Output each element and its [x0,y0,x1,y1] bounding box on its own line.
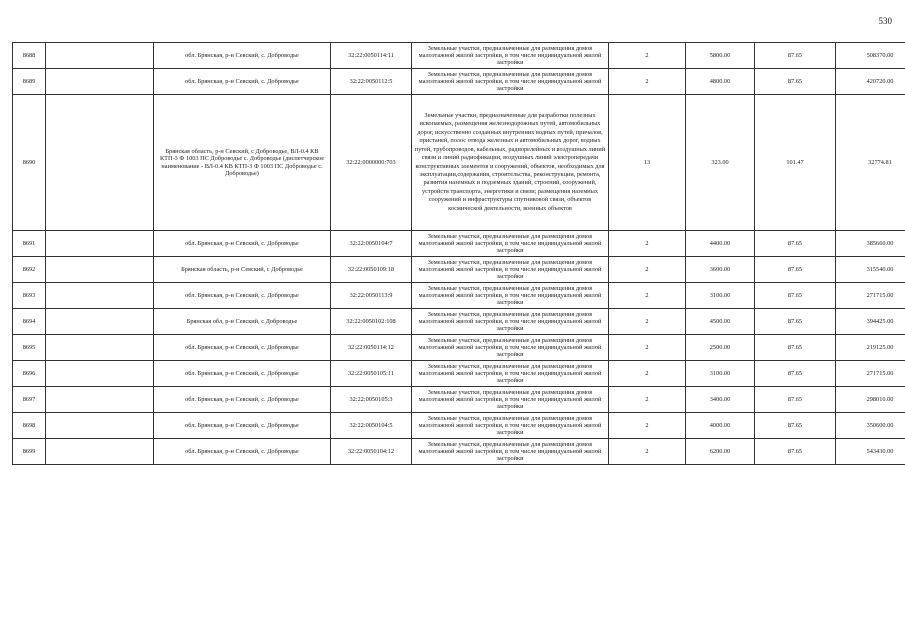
row-number: 8694 [13,309,46,335]
area-cell: 4000.00 [686,413,755,439]
specific-value-cell: 87.65 [755,335,836,361]
land-use-cell: Земельные участки, предназначенные для разработки полезных ископаемых, размещения железнодорожных путей, автомобильных дорог, искусственно созданных внутренних водных путей, причалов, пристаней, полос отвода железных и автомобильных дорог, водных путей, трубопроводов, кабельных, радиорелейных и воздушных линий связи и линий радиофикации, воздушных линий электропередачи конструктивных элементов и сооружений, объектов, необходимых для эксплуатации,содержания, строительства, реконструкции, ремонта, развития наземных и подземных зданий, строений, сооружений, устройств транспорта, энергетики и связи; размещения наземных сооружений и инфраструктуры спутниковой связи, объектов космической деятельности, военных объектов [412,95,609,231]
cadastral-number-cell: 32:22:0050112:5 [331,69,412,95]
cadastral-number-cell: 32:22:0000000:703 [331,95,412,231]
row-number: 8690 [13,95,46,231]
group-code-cell: 2 [609,283,686,309]
table-row [13,387,905,413]
row-number: 8698 [13,413,46,439]
address-cell: Брянская обл, р-н Севский, с Доброводье [154,309,331,335]
table-row [13,335,905,361]
land-use-cell: Земельные участки, предназначенные для размещения домов малоэтажной жилой застройки, в том числе индивидуальной жилой застройки [412,69,609,95]
group-code-cell: 2 [609,257,686,283]
row-number: 8688 [13,43,46,69]
specific-value-cell: 87.65 [755,413,836,439]
row-number: 8697 [13,387,46,413]
cadastral-value-cell: 394425.00 [836,309,905,335]
area-cell: 3600.00 [686,257,755,283]
cadastral-number-cell: 32:22:0050114:12 [331,335,412,361]
area-cell: 6200.00 [686,439,755,465]
group-code-cell: 2 [609,231,686,257]
empty-cell [46,231,154,257]
cadastral-number-cell: 32:22:0050102:108 [331,309,412,335]
group-code-cell: 13 [609,95,686,231]
cadastral-value-cell: 315540.00 [836,257,905,283]
address-cell: Брянская область, р-н Севский, с Доброводье [154,257,331,283]
table-body [13,43,905,465]
cadastral-value-cell: 271715.00 [836,361,905,387]
row-number: 8691 [13,231,46,257]
empty-cell [46,309,154,335]
cadastral-number-cell: 32:22:0050104:5 [331,413,412,439]
land-use-cell: Земельные участки, предназначенные для размещения домов малоэтажной жилой застройки, в том числе индивидуальной жилой застройки [412,361,609,387]
area-cell: 4500.00 [686,309,755,335]
row-number: 8692 [13,257,46,283]
empty-cell [46,439,154,465]
land-registry-table [12,42,905,465]
group-code-cell: 2 [609,69,686,95]
group-code-cell: 2 [609,413,686,439]
empty-cell [46,43,154,69]
row-number: 8696 [13,361,46,387]
cadastral-value-cell: 420720.00 [836,69,905,95]
empty-cell [46,387,154,413]
row-number: 8695 [13,335,46,361]
cadastral-number-cell: 32:22:0050105:11 [331,361,412,387]
group-code-cell: 2 [609,387,686,413]
table-row [13,69,905,95]
address-cell: обл. Брянская, р-н Севский, с. Доброводье [154,387,331,413]
cadastral-number-cell: 32:22:0050109:18 [331,257,412,283]
row-number: 8699 [13,439,46,465]
cadastral-number-cell: 32:22:0050114:11 [331,43,412,69]
table-row [13,439,905,465]
area-cell: 3400.00 [686,387,755,413]
address-cell: обл. Брянская, р-н Севский, с. Доброводье [154,231,331,257]
land-use-cell: Земельные участки, предназначенные для размещения домов малоэтажной жилой застройки, в том числе индивидуальной жилой застройки [412,335,609,361]
address-cell: обл. Брянская, р-н Севский, с. Доброводье [154,361,331,387]
table-row [13,283,905,309]
area-cell: 4800.00 [686,69,755,95]
cadastral-value-cell: 350600.00 [836,413,905,439]
table-row [13,43,905,69]
specific-value-cell: 87.65 [755,387,836,413]
land-use-cell: Земельные участки, предназначенные для размещения домов малоэтажной жилой застройки, в том числе индивидуальной жилой застройки [412,43,609,69]
empty-cell [46,361,154,387]
address-cell: обл. Брянская, р-н Севский, с. Доброводье [154,283,331,309]
specific-value-cell: 87.65 [755,69,836,95]
specific-value-cell: 101.47 [755,95,836,231]
group-code-cell: 2 [609,439,686,465]
cadastral-value-cell: 385660.00 [836,231,905,257]
specific-value-cell: 87.65 [755,43,836,69]
cadastral-number-cell: 32:22:0050104:12 [331,439,412,465]
empty-cell [46,95,154,231]
land-use-cell: Земельные участки, предназначенные для размещения домов малоэтажной жилой застройки, в том числе индивидуальной жилой застройки [412,439,609,465]
empty-cell [46,413,154,439]
area-cell: 3100.00 [686,361,755,387]
area-cell: 3100.00 [686,283,755,309]
specific-value-cell: 87.65 [755,361,836,387]
address-cell: обл. Брянская, р-н Севский, с. Доброводье [154,69,331,95]
land-use-cell: Земельные участки, предназначенные для размещения домов малоэтажной жилой застройки, в том числе индивидуальной жилой застройки [412,309,609,335]
cadastral-value-cell: 508370.00 [836,43,905,69]
cadastral-number-cell: 32:22:0050113:9 [331,283,412,309]
empty-cell [46,69,154,95]
address-cell: обл. Брянская, р-н Севский, с. Доброводье [154,439,331,465]
address-cell: обл. Брянская, р-н Севский, с. Доброводье [154,335,331,361]
group-code-cell: 2 [609,43,686,69]
table-row [13,231,905,257]
table-row [13,309,905,335]
area-cell: 4400.00 [686,231,755,257]
area-cell: 5800.00 [686,43,755,69]
page-number: 530 [878,16,892,26]
row-number: 8693 [13,283,46,309]
specific-value-cell: 87.65 [755,257,836,283]
land-use-cell: Земельные участки, предназначенные для размещения домов малоэтажной жилой застройки, в том числе индивидуальной жилой застройки [412,283,609,309]
address-cell: обл. Брянская, р-н Севский, с. Доброводье [154,43,331,69]
specific-value-cell: 87.65 [755,439,836,465]
empty-cell [46,335,154,361]
land-use-cell: Земельные участки, предназначенные для размещения домов малоэтажной жилой застройки, в том числе индивидуальной жилой застройки [412,257,609,283]
group-code-cell: 2 [609,335,686,361]
cadastral-value-cell: 271715.00 [836,283,905,309]
table-row [13,361,905,387]
specific-value-cell: 87.65 [755,283,836,309]
table-row [13,413,905,439]
land-use-cell: Земельные участки, предназначенные для размещения домов малоэтажной жилой застройки, в том числе индивидуальной жилой застройки [412,231,609,257]
area-cell: 2500.00 [686,335,755,361]
cadastral-value-cell: 219125.00 [836,335,905,361]
table-row [13,257,905,283]
address-cell: Брянская область, р-н Севский, с Доброводье, ВЛ-0.4 КВ КТП-3 Ф 1003 ПС Доброводье с. Доброводье (диспетчерское наименование - ВЛ-0.4 КВ КТП-3 Ф 1003 ПС Доброводье с. Доброводье) [154,95,331,231]
specific-value-cell: 87.65 [755,309,836,335]
cadastral-value-cell: 543430.00 [836,439,905,465]
land-use-cell: Земельные участки, предназначенные для размещения домов малоэтажной жилой застройки, в том числе индивидуальной жилой застройки [412,387,609,413]
empty-cell [46,283,154,309]
specific-value-cell: 87.65 [755,231,836,257]
group-code-cell: 2 [609,309,686,335]
cadastral-value-cell: 298010.00 [836,387,905,413]
land-use-cell: Земельные участки, предназначенные для размещения домов малоэтажной жилой застройки, в том числе индивидуальной жилой застройки [412,413,609,439]
group-code-cell: 2 [609,361,686,387]
cadastral-number-cell: 32:22:0050105:3 [331,387,412,413]
cadastral-number-cell: 32:22:0050104:7 [331,231,412,257]
row-number: 8689 [13,69,46,95]
table-row [13,95,905,231]
empty-cell [46,257,154,283]
address-cell: обл. Брянская, р-н Севский, с. Доброводье [154,413,331,439]
cadastral-value-cell: 32774.81 [836,95,905,231]
area-cell: 323.00 [686,95,755,231]
